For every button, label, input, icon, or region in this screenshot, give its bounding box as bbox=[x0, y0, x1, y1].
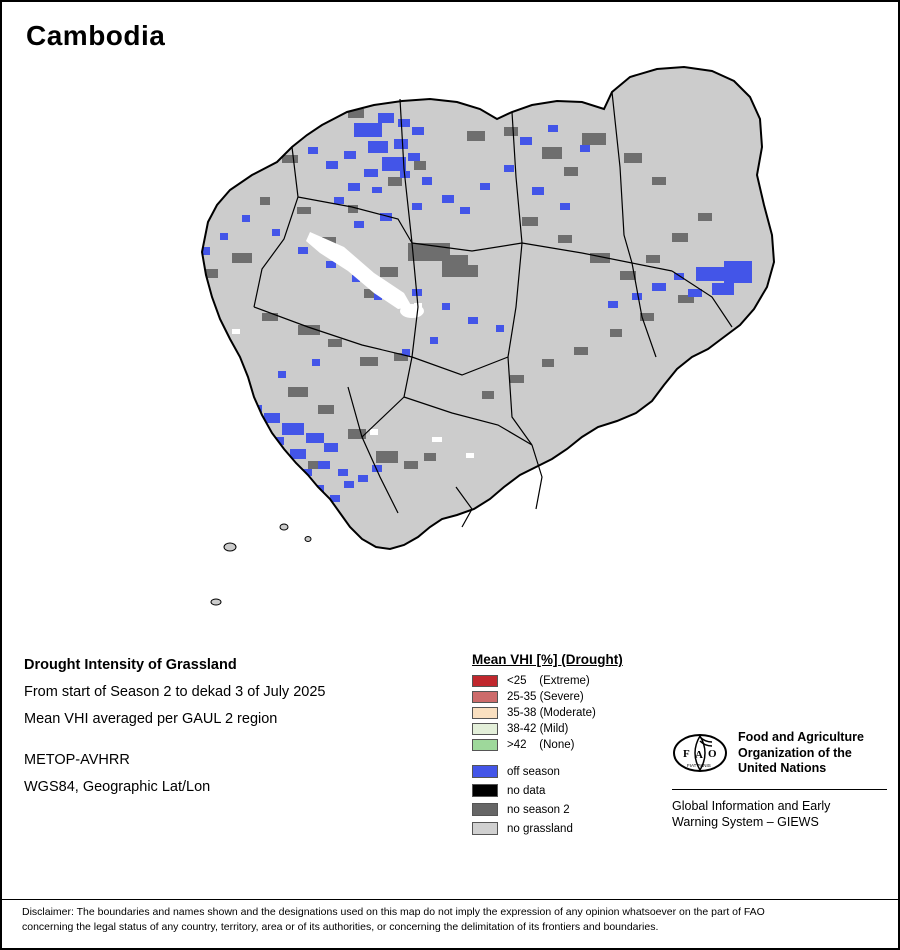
caption-period: From start of Season 2 to dekad 3 of July 2025 bbox=[24, 684, 326, 700]
page-title: Cambodia bbox=[26, 20, 166, 51]
legend-swatch-no-data bbox=[472, 784, 498, 797]
svg-text:O: O bbox=[708, 748, 717, 760]
legend-label-none: >42 (None) bbox=[507, 738, 575, 751]
legend-title: Mean VHI [%] (Drought) bbox=[472, 652, 623, 667]
legend-item bbox=[472, 673, 732, 688]
svg-text:FIAT PANIS: FIAT PANIS bbox=[687, 763, 711, 768]
legend-item bbox=[472, 705, 732, 720]
disclaimer-line-1: Disclaimer: The boundaries and names shown and the designations used on this map do not imply the expression of any opinion whatsoever on the part of FAO bbox=[22, 906, 765, 918]
disclaimer-divider bbox=[2, 899, 898, 900]
legend-swatch-none bbox=[472, 739, 498, 751]
map-caption bbox=[24, 657, 444, 806]
islands bbox=[211, 524, 311, 605]
map-base-layer bbox=[112, 57, 802, 627]
legend-swatch-extreme bbox=[472, 675, 498, 687]
legend-label-off-season: off season bbox=[507, 765, 560, 778]
fao-org-line-1: Food and Agriculture bbox=[738, 730, 864, 744]
legend-label-no-season2: no season 2 bbox=[507, 803, 570, 816]
fao-divider bbox=[672, 789, 887, 790]
disclaimer bbox=[22, 905, 878, 935]
fao-org-line-3: United Nations bbox=[738, 761, 827, 776]
legend-label-severe: 25-35 (Severe) bbox=[507, 690, 584, 703]
svg-text:A: A bbox=[695, 749, 703, 761]
caption-metric: Mean VHI averaged per GAUL 2 region bbox=[24, 711, 278, 727]
svg-text:F: F bbox=[683, 748, 690, 760]
legend-label-extreme: <25 (Extreme) bbox=[507, 674, 590, 687]
fao-organization-name bbox=[738, 727, 864, 777]
caption-projection: WGS84, Geographic Lat/Lon bbox=[24, 779, 211, 795]
legend-item bbox=[472, 689, 732, 704]
caption-sensor: METOP-AVHRR bbox=[24, 752, 130, 768]
legend-swatch-no-grassland bbox=[472, 822, 498, 835]
fao-system-line-2: Warning System – GIEWS bbox=[672, 815, 819, 830]
legend-swatch-no-season2 bbox=[472, 803, 498, 816]
country-map bbox=[112, 57, 802, 627]
fao-system-name bbox=[672, 798, 887, 831]
disclaimer-line-2: concerning the legal status of any country, territory, area or of its authorities, or concerning the delimitation of its frontiers and boundaries. bbox=[22, 921, 659, 934]
fao-system-line-1: Global Information and Early bbox=[672, 799, 831, 813]
fao-branding bbox=[672, 727, 887, 831]
caption-spacer bbox=[24, 738, 444, 752]
legend-swatch-off-season bbox=[472, 765, 498, 778]
legend-label-moderate: 35-38 (Moderate) bbox=[507, 706, 596, 719]
legend-label-mild: 38-42 (Mild) bbox=[507, 722, 569, 735]
legend-label-no-data: no data bbox=[507, 784, 546, 797]
legend-swatch-mild bbox=[472, 723, 498, 735]
fao-logo-icon bbox=[672, 727, 728, 779]
caption-heading: Drought Intensity of Grassland bbox=[24, 657, 237, 673]
legend-swatch-severe bbox=[472, 691, 498, 703]
legend-label-no-grassland: no grassland bbox=[507, 822, 573, 835]
legend-swatch-moderate bbox=[472, 707, 498, 719]
fao-org-line-2: Organization of the bbox=[738, 745, 852, 760]
